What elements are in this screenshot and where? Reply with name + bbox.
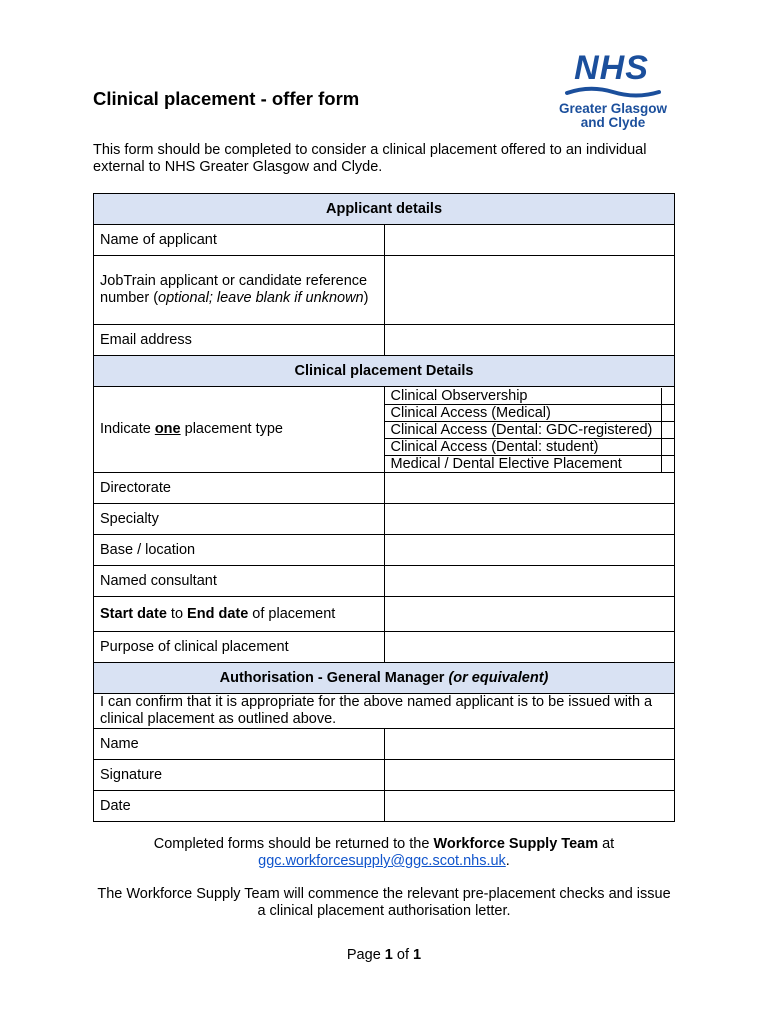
authorisation-header: Authorisation - General Manager (or equivalent) xyxy=(94,663,675,694)
specialty-label: Specialty xyxy=(94,504,385,535)
workforce-email-link[interactable]: ggc.workforcesupply@ggc.scot.nhs.uk xyxy=(258,853,506,869)
placement-option-checkbox[interactable] xyxy=(662,404,675,421)
placement-option-label: Clinical Access (Dental: GDC-registered) xyxy=(385,421,662,438)
placement-dates-label: Start date to End date of placement xyxy=(94,597,385,632)
purpose-label: Purpose of clinical placement xyxy=(94,632,385,663)
base-location-field[interactable] xyxy=(384,535,675,566)
email-address-label: Email address xyxy=(94,325,385,356)
placement-option-label: Clinical Access (Dental: student) xyxy=(385,438,662,455)
return-instructions: Completed forms should be returned to the Workforce Supply Team at ggc.workforcesupply@ggc.scot.nhs.uk. xyxy=(153,836,615,869)
placement-option xyxy=(385,438,675,455)
gm-name-label: Name xyxy=(94,729,385,760)
base-location-label: Base / location xyxy=(94,535,385,566)
reference-number-label: JobTrain applicant or candidate reference number (optional; leave blank if unknown) xyxy=(94,256,385,325)
placement-option-checkbox[interactable] xyxy=(662,421,675,438)
page-title: Clinical placement - offer form xyxy=(93,88,360,109)
date-field[interactable] xyxy=(384,791,675,822)
logo-line-2: and Clyde xyxy=(580,115,646,130)
signature-field[interactable] xyxy=(384,760,675,791)
placement-option-checkbox[interactable] xyxy=(662,438,675,455)
placement-option-checkbox[interactable] xyxy=(662,388,675,405)
directorate-field[interactable] xyxy=(384,473,675,504)
specialty-field[interactable] xyxy=(384,504,675,535)
named-consultant-label: Named consultant xyxy=(94,566,385,597)
placement-option xyxy=(385,455,675,472)
placement-type-label: Indicate one placement type xyxy=(94,387,385,473)
logo-wave-icon xyxy=(553,86,673,100)
intro-text: This form should be completed to consider a clinical placement offered to an individual external to NHS Greater Glasgow and Clyde. xyxy=(93,142,647,175)
placement-option xyxy=(385,404,675,421)
signature-label: Signature xyxy=(94,760,385,791)
logo-line-1: Greater Glasgow xyxy=(558,101,668,116)
logo-nhs-text: NHS xyxy=(574,49,649,87)
placement-option xyxy=(385,421,675,438)
placement-option-label: Medical / Dental Elective Placement xyxy=(390,455,622,472)
directorate-label: Directorate xyxy=(94,473,385,504)
named-consultant-field[interactable] xyxy=(384,566,675,597)
email-address-field[interactable] xyxy=(384,325,675,356)
placement-option-label: Clinical Observership xyxy=(385,388,662,405)
clinical-placement-details-header: Clinical placement Details xyxy=(94,356,675,387)
placement-option-label: Clinical Access (Medical) xyxy=(385,404,662,421)
applicant-details-header: Applicant details xyxy=(94,194,675,225)
authorisation-confirm-text: I can confirm that it is appropriate for the above named applicant is to be issued with a clinical placement as outlined above. xyxy=(94,694,675,729)
name-of-applicant-field[interactable] xyxy=(384,225,675,256)
commence-text: The Workforce Supply Team will commence the relevant pre-placement checks and issue a clinical placement authorisation letter. xyxy=(97,886,671,919)
gm-name-field[interactable] xyxy=(384,729,675,760)
placement-option xyxy=(385,388,675,405)
reference-number-field[interactable] xyxy=(384,256,675,325)
placement-dates-field[interactable] xyxy=(384,597,675,632)
name-of-applicant-label: Name of applicant xyxy=(94,225,385,256)
date-label: Date xyxy=(94,791,385,822)
offer-form-table xyxy=(93,193,675,822)
nhs-logo xyxy=(553,49,673,132)
placement-type-options xyxy=(384,387,675,473)
placement-option-checkbox[interactable] xyxy=(662,455,675,472)
page-number: Page 1 of 1 xyxy=(346,947,422,963)
purpose-field[interactable] xyxy=(384,632,675,663)
